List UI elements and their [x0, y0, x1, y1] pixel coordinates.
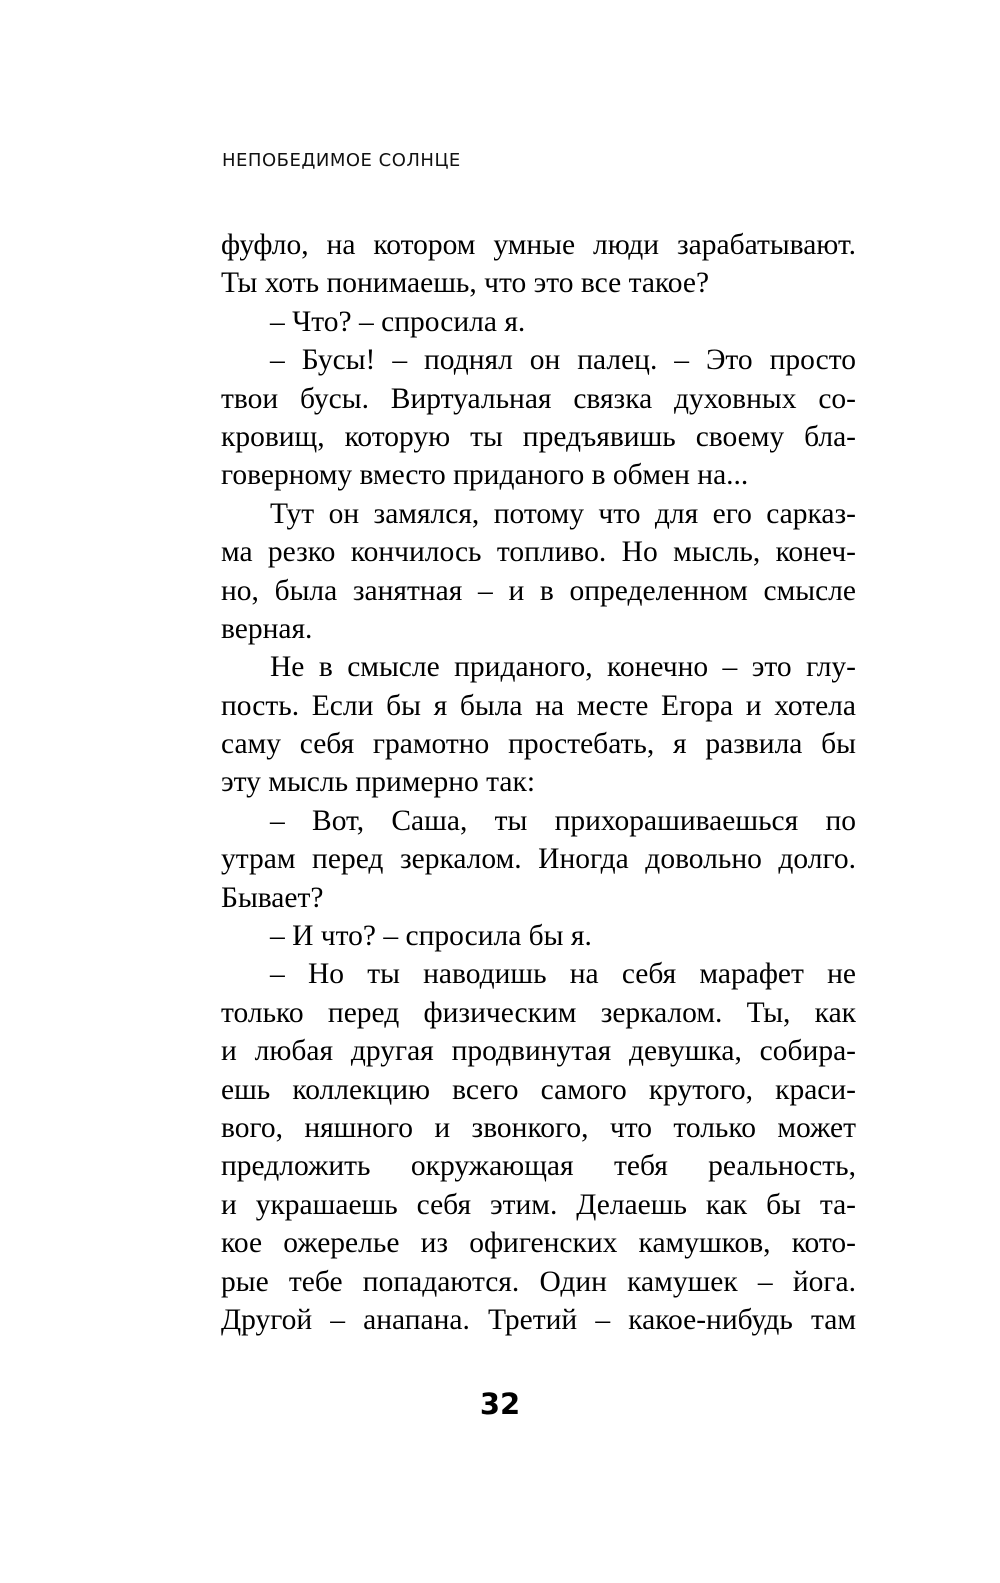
- text-line: Не в смысле приданого, конечно – это глу-: [270, 651, 856, 684]
- text-line: пость. Если бы я была на месте Егора и хотела: [221, 689, 856, 722]
- text-line: вого, няшного и звонкого, что только может: [221, 1111, 856, 1144]
- text-line: ешь коллекцию всего самого крутого, краси-: [221, 1073, 856, 1106]
- text-line: но, была занятная – и в определенном смысле: [221, 574, 856, 607]
- text-line: и любая другая продвинутая девушка, собира-: [221, 1035, 856, 1068]
- text-line: твои бусы. Виртуальная связка духовных со-: [221, 382, 856, 415]
- body-text: [221, 226, 856, 1339]
- text-line: саму себя грамотно простебать, я развила бы: [221, 728, 856, 761]
- page-number: 32: [479, 1387, 521, 1421]
- text-line: и украшаешь себя этим. Делаешь как бы та-: [221, 1188, 856, 1221]
- text-line: Бывает?: [221, 881, 324, 914]
- text-line: – Бусы! – поднял он палец. – Это просто: [270, 344, 856, 377]
- text-line: – Что? – спросила я.: [270, 305, 526, 338]
- text-line: Тут он замялся, потому что для его сарказ-: [270, 497, 856, 530]
- text-line: эту мысль примерно так:: [221, 766, 536, 799]
- running-head: НЕПОБЕДИМОЕ СОЛНЦЕ: [222, 150, 461, 171]
- text-line: утрам перед зеркалом. Иногда довольно долго.: [221, 843, 856, 876]
- text-line: фуфло, на котором умные люди зарабатывают.: [221, 229, 856, 261]
- text-line: говерному вместо приданого в обмен на...: [221, 459, 749, 492]
- text-line: кое ожерелье из офигенских камушков, кото-: [221, 1227, 856, 1260]
- text-line: – Но ты наводишь на себя марафет не: [270, 958, 856, 991]
- text-line: ма резко кончилось топливо. Но мысль, конеч-: [221, 536, 856, 569]
- text-line: – Вот, Саша, ты прихорашиваешься по: [270, 804, 856, 837]
- text-line: – И что? – спросила бы я.: [270, 920, 592, 953]
- text-line: только перед физическим зеркалом. Ты, как: [221, 996, 856, 1029]
- text-line: верная.: [221, 612, 313, 645]
- text-line: кровищ, которую ты предъявишь своему бла-: [221, 420, 856, 453]
- text-line: рые тебе попадаются. Один камушек – йога.: [221, 1265, 856, 1298]
- text-line: Другой – анапана. Третий – какое-нибудь там: [221, 1303, 856, 1336]
- text-line: предложить окружающая тебя реальность,: [221, 1150, 856, 1183]
- text-line: Ты хоть понимаешь, что это все такое?: [221, 267, 710, 300]
